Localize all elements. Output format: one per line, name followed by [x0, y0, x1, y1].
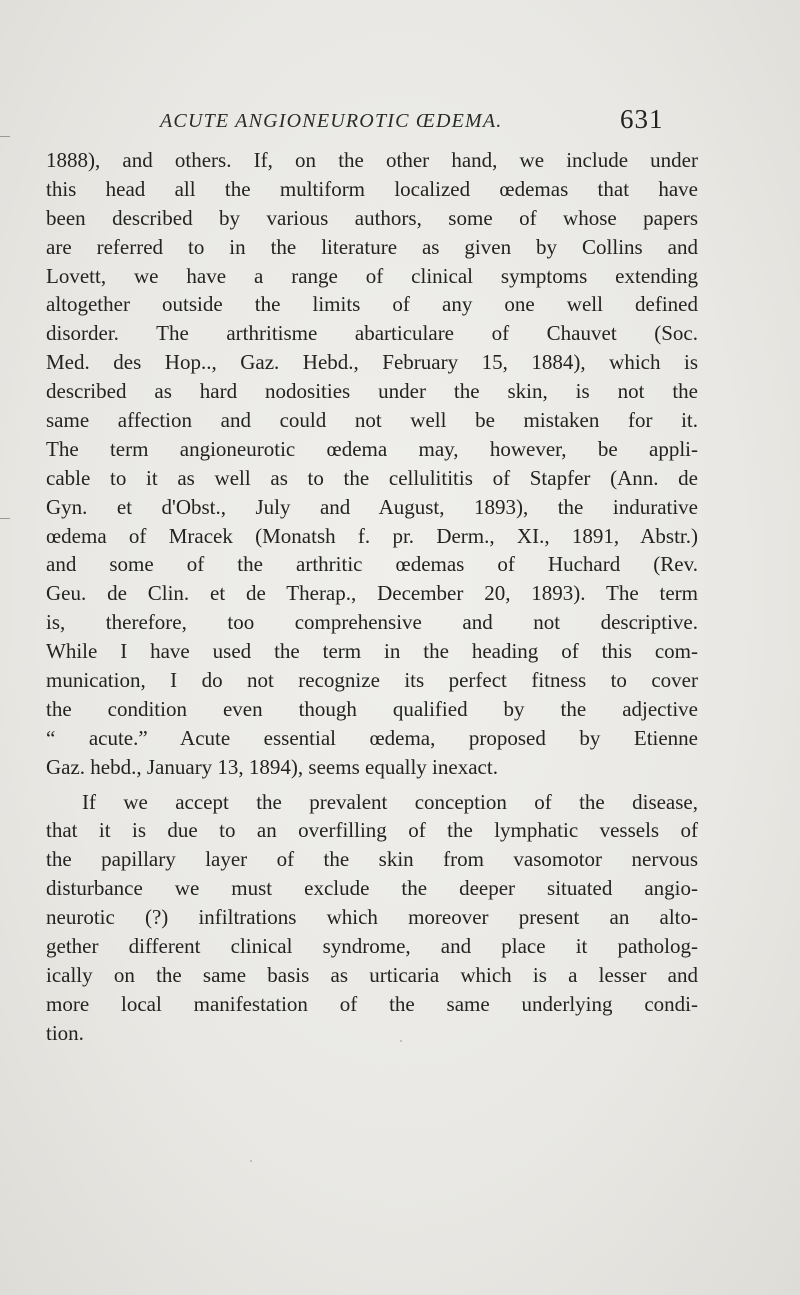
text-line: The term angioneurotic œdema may, however, be appli-	[46, 436, 698, 461]
paper-speck	[250, 1160, 252, 1162]
running-head: ACUTE ANGIONEUROTIC ŒDEMA.	[160, 110, 503, 132]
text-line: Gyn. et d'Obst., July and August, 1893), the indurative	[46, 494, 698, 519]
text-line: disorder. The arthritisme abarticulare of Chauvet (Soc.	[46, 321, 698, 346]
text-line: munication, I do not recognize its perfect fitness to cover	[46, 668, 698, 693]
paper-speck	[400, 1040, 402, 1042]
text-line: cable to it as well as to the cellulititis of Stapfer (Ann. de	[46, 465, 698, 490]
text-line: described as hard nodosities under the skin, is not the	[46, 379, 698, 404]
text-line: 1888), and others. If, on the other hand, we include under	[46, 148, 698, 172]
text-line: this head all the multiform localized œdemas that have	[46, 176, 698, 201]
text-line: neurotic (?) infiltrations which moreover present an alto-	[46, 905, 698, 930]
text-line: tion.	[46, 1020, 84, 1045]
text-line: same affection and could not well be mistaken for it.	[46, 408, 698, 433]
text-line: and some of the arthritic œdemas of Huchard (Rev.	[46, 552, 698, 577]
page-edge-mark	[0, 136, 10, 137]
text-line: Gaz. hebd., January 13, 1894), seems equally inexact.	[46, 754, 498, 779]
text-line: been described by various authors, some of whose papers	[46, 205, 698, 230]
text-line: While I have used the term in the heading of this com-	[46, 639, 698, 664]
text-line: ically on the same basis as urticaria which is a lesser and	[46, 962, 698, 987]
text-line: are referred to in the literature as given by Collins and	[46, 234, 698, 259]
text-line: altogether outside the limits of any one well defined	[46, 292, 698, 317]
body-text	[46, 146, 698, 1048]
text-line: is, therefore, too comprehensive and not descriptive.	[46, 610, 698, 635]
text-line: that it is due to an overfilling of the lymphatic vessels of	[46, 818, 698, 843]
text-line: disturbance we must exclude the deeper situated angio-	[46, 876, 698, 901]
text-line: “ acute.” Acute essential œdema, proposed by Etienne	[46, 725, 698, 750]
paragraph-2	[46, 788, 698, 1048]
text-line: the condition even though qualified by the adjective	[46, 696, 698, 721]
text-line: œdema of Mracek (Monatsh f. pr. Derm., XI., 1891, Abstr.)	[46, 523, 698, 548]
page-header	[0, 104, 800, 140]
text-line: more local manifestation of the same underlying condi-	[46, 991, 698, 1016]
text-line: gether different clinical syndrome, and place it patholog-	[46, 934, 698, 959]
text-line: Lovett, we have a range of clinical symptoms extending	[46, 263, 698, 288]
text-line: Geu. de Clin. et de Therap., December 20, 1893). The term	[46, 581, 698, 606]
page-number: 631	[620, 104, 664, 134]
page-edge-mark	[0, 518, 10, 519]
text-line: the papillary layer of the skin from vasomotor nervous	[46, 847, 698, 872]
text-line: Med. des Hop.., Gaz. Hebd., February 15, 1884), which is	[46, 350, 698, 375]
paragraph-1	[46, 146, 698, 782]
text-line: If we accept the prevalent conception of the disease,	[82, 789, 698, 814]
